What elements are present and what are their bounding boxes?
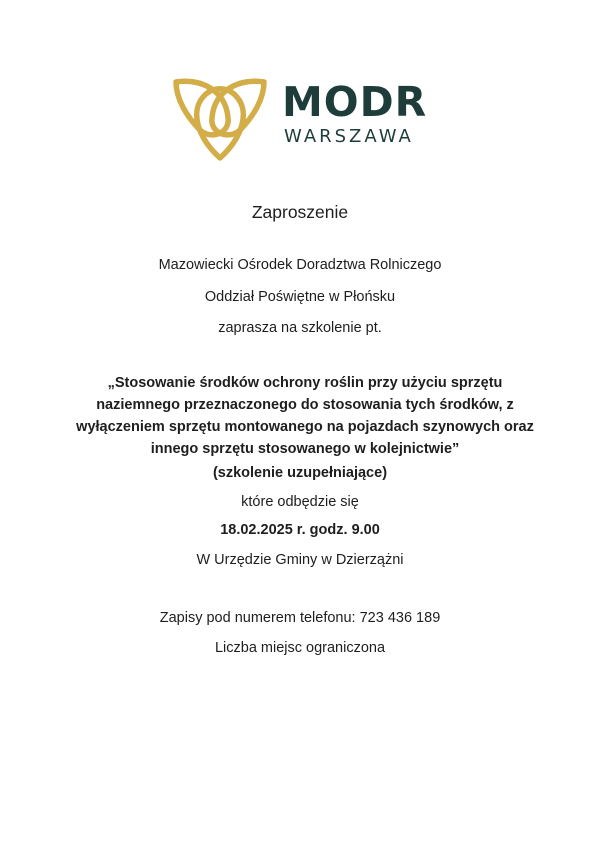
organizer-line-1: Mazowiecki Ośrodek Doradztwa Rolniczego <box>158 257 442 273</box>
organizer-line-3: zaprasza na szkolenie pt. <box>218 320 382 336</box>
training-title-line: wyłączeniem sprzętu montowanego na pojazdach szynowych oraz <box>76 419 534 435</box>
registration-phone: Zapisy pod numerem telefonu: 723 436 189 <box>159 610 441 626</box>
training-title-line: innego sprzętu stosowanego w kolejnictwie” <box>150 441 460 457</box>
event-date-time: 18.02.2025 r. godz. 9.00 <box>220 522 380 538</box>
modr-logo <box>170 72 450 164</box>
training-type: (szkolenie uzupełniające) <box>212 465 388 481</box>
training-title-line: naziemnego przeznaczonego do stosowania tych środków, z <box>96 397 514 413</box>
limited-places-note: Liczba miejsc ograniczona <box>214 640 386 656</box>
logo-title: MODR <box>282 78 428 126</box>
date-intro: które odbędzie się <box>241 494 359 510</box>
training-title-line: „Stosowanie środków ochrony roślin przy użyciu sprzętu <box>107 375 503 391</box>
event-location: W Urzędzie Gminy w Dzierzążni <box>196 552 404 568</box>
training-title <box>60 372 550 460</box>
logo-subtitle: WARSZAWA <box>284 126 414 147</box>
triquetra-icon <box>170 72 270 162</box>
organizer-line-2: Oddział Poświętne w Płońsku <box>204 289 396 305</box>
document-heading: Zaproszenie <box>251 202 349 222</box>
